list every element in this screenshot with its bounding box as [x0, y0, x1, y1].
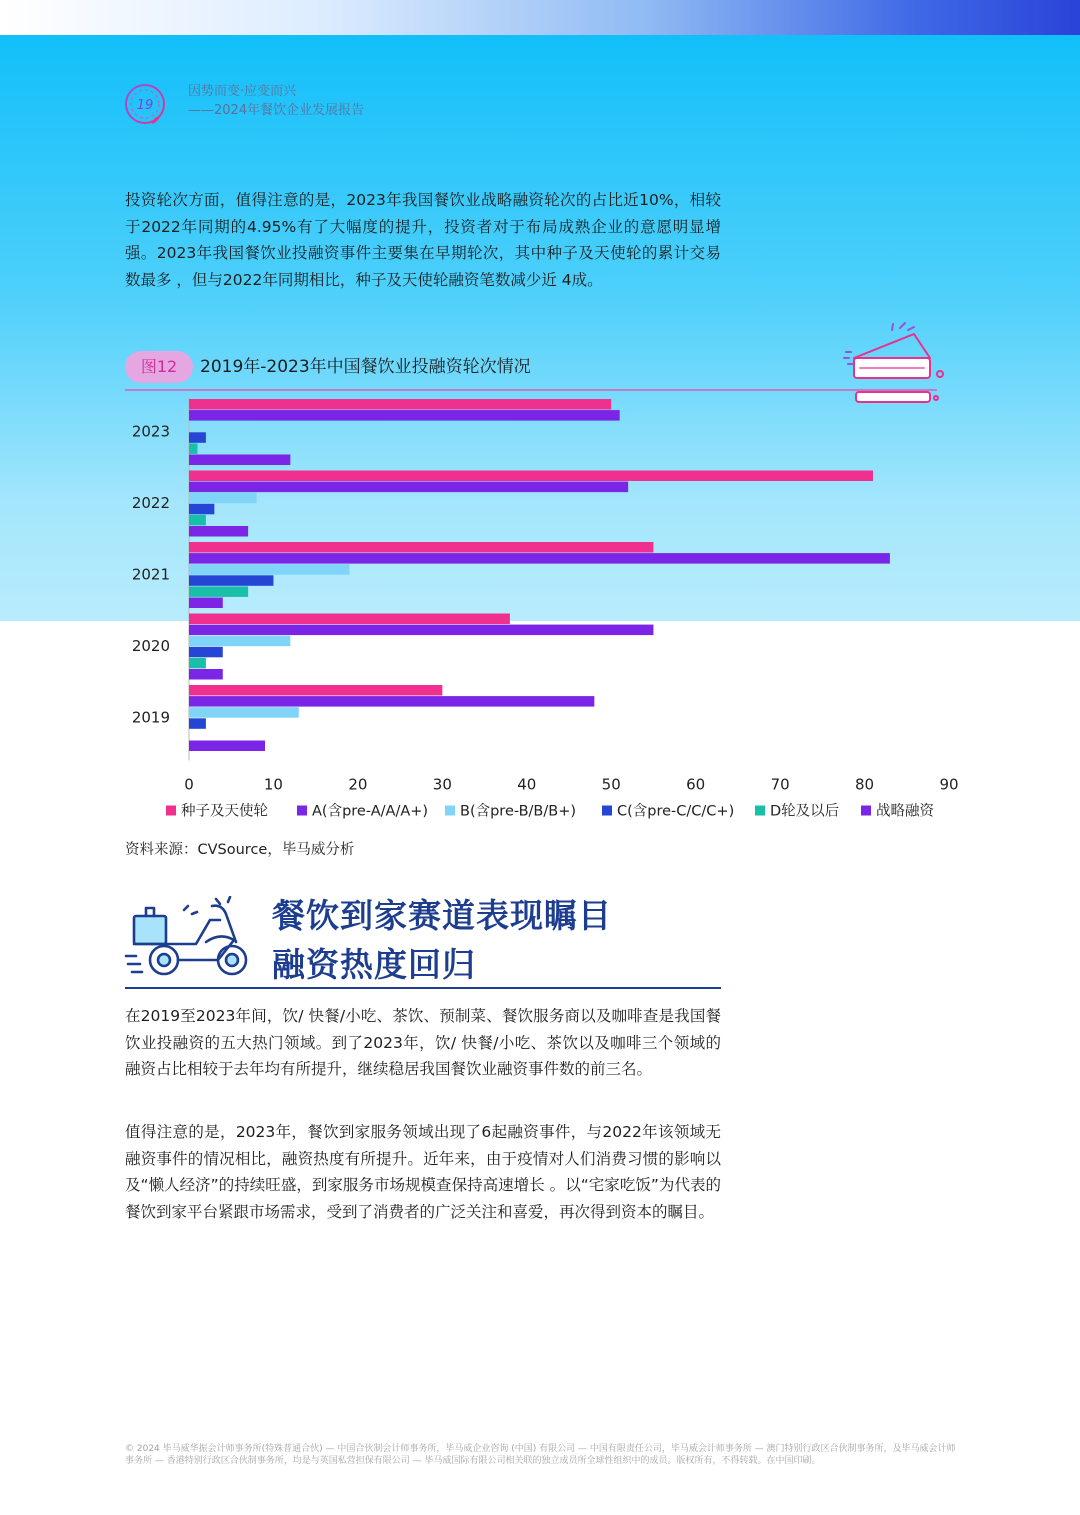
figure-badge: 图12	[125, 351, 193, 383]
bar-2020-series-5	[189, 669, 223, 680]
x-tick-label: 90	[939, 775, 959, 794]
y-tick-label: 2019	[131, 708, 170, 727]
figure-title: 2019年-2023年中国餐饮业投融资轮次情况	[200, 357, 531, 377]
legend-swatch	[755, 806, 765, 816]
bar-2019-series-3	[189, 718, 206, 729]
bar-2022-series-2	[189, 493, 257, 504]
x-tick-label: 60	[686, 775, 706, 794]
legend-label: C(含pre-C/C/C+)	[617, 803, 735, 820]
bar-2021-series-3	[189, 575, 273, 586]
bar-2022-series-0	[189, 471, 873, 482]
x-tick-label: 70	[770, 775, 790, 794]
bar-2021-series-4	[189, 586, 248, 597]
x-tick-label: 80	[855, 775, 875, 794]
bar-2021-series-1	[189, 553, 890, 564]
top-gradient-strip	[0, 0, 1080, 35]
figure-title-rule	[125, 389, 937, 391]
bar-2022-series-4	[189, 515, 206, 526]
bar-2020-series-4	[189, 658, 206, 669]
x-tick-label: 30	[432, 775, 452, 794]
section-title-line2: 融资热度回归	[272, 945, 476, 984]
intro-paragraph: 投资轮次方面，值得注意的是，2023年我国餐饮业战略融资轮次的占比近10%，相较于2022年同期的4.95%有了大幅度的提升，投资者对于布局成熟企业的意愿明显增强。2023年我国餐饮业投融资事件主要集在早期轮次，其中种子及天使轮的累计交易数最多 ，但与2022年同期相比，种子及天使轮融资笔数减少近 4成。	[125, 191, 721, 289]
y-tick-label: 2020	[131, 636, 170, 655]
bar-2023-series-3	[189, 432, 206, 443]
x-tick-label: 10	[263, 775, 283, 794]
x-tick-label: 50	[601, 775, 621, 794]
legend-swatch	[602, 806, 612, 816]
footer-copyright: © 2024 毕马威华振会计师事务所(特殊普通合伙) — 中国合伙制会计师事务所，毕马威企业咨询 (中国) 有限公司 — 中国有限责任公司，毕马威会计师事务所 — 澳门特别行政区合伙制事务所，及毕马威会计师事务所 — 香港特别行政区合伙制事务所，均是与英国私营担保有限公司 — 毕马威国际有限公司相关联的独立成员所全球性组织中的成员。版权所有，不得转载。在中国印刷。	[125, 1444, 956, 1466]
bar-2020-series-0	[189, 614, 510, 625]
figure-source: 资料来源：CVSource，毕马威分析	[125, 842, 355, 858]
section-title-rule	[125, 987, 721, 989]
page-number-emblem-icon	[122, 80, 168, 130]
legend-swatch	[445, 806, 455, 816]
legend-label: B(含pre-B/B/B+)	[460, 803, 577, 820]
delivery-scooter-icon	[124, 896, 254, 982]
legend-swatch	[166, 806, 176, 816]
bar-2022-series-5	[189, 526, 248, 537]
legend-swatch	[861, 806, 871, 816]
report-title: 因势而变·应变而兴	[188, 84, 297, 99]
bar-2019-series-1	[189, 696, 594, 707]
legend-label: 战略融资	[876, 803, 934, 820]
funding-rounds-bar-chart	[120, 393, 980, 823]
bar-2022-series-1	[189, 482, 628, 493]
page-number: 19	[136, 98, 154, 113]
x-tick-label: 40	[517, 775, 537, 794]
bar-2020-series-2	[189, 636, 290, 647]
bar-2020-series-1	[189, 625, 653, 636]
legend-label: D轮及以后	[770, 803, 840, 820]
bar-2023-series-0	[189, 399, 611, 410]
body-paragraph-1: 在2019至2023年间，饮/ 快餐/小吃、茶饮、预制菜、餐饮服务商以及咖啡查是我国餐饮业投融资的五大热门领域。到了2023年，饮/ 快餐/小吃、茶饮以及咖啡三个领域的融资占比相较于去年均有所提升，继续稳居我国餐饮业融资事件数的前三名。	[125, 1007, 721, 1078]
bar-2019-series-2	[189, 707, 299, 718]
y-tick-label: 2021	[131, 565, 170, 584]
bar-2023-series-5	[189, 455, 290, 466]
body-paragraph-2: 值得注意的是，2023年，餐饮到家服务领域出现了6起融资事件，与2022年该领域无融资事件的情况相比，融资热度有所提升。近年来，由于疫情对人们消费习惯的影响以及“懒人经济”的持续旺盛，到家服务市场规模查保持高速增长 。以“宅家吃饭”为代表的餐饮到家平台紧跟市场需求，受到了消费者的广泛关注和喜爱，再次得到资本的瞩目。	[125, 1123, 721, 1221]
y-tick-label: 2022	[131, 493, 170, 512]
section-title-line1: 餐饮到家赛道表现瞩目	[272, 896, 612, 935]
bar-2021-series-5	[189, 598, 223, 609]
legend-swatch	[297, 806, 307, 816]
bar-2023-series-1	[189, 410, 620, 421]
legend-label: 种子及天使轮	[181, 803, 268, 820]
y-tick-label: 2023	[131, 422, 170, 441]
bar-2021-series-2	[189, 564, 349, 575]
bar-2019-series-5	[189, 741, 265, 752]
bar-2020-series-3	[189, 647, 223, 658]
legend-label: A(含pre-A/A/A+)	[312, 803, 429, 820]
x-tick-label: 0	[184, 775, 194, 794]
bar-2023-series-4	[189, 443, 197, 454]
report-subtitle: ——2024年餐饮企业发展报告	[188, 103, 365, 118]
bar-2019-series-0	[189, 685, 442, 696]
bar-2021-series-0	[189, 542, 653, 553]
x-tick-label: 20	[348, 775, 368, 794]
bar-2022-series-3	[189, 504, 214, 515]
